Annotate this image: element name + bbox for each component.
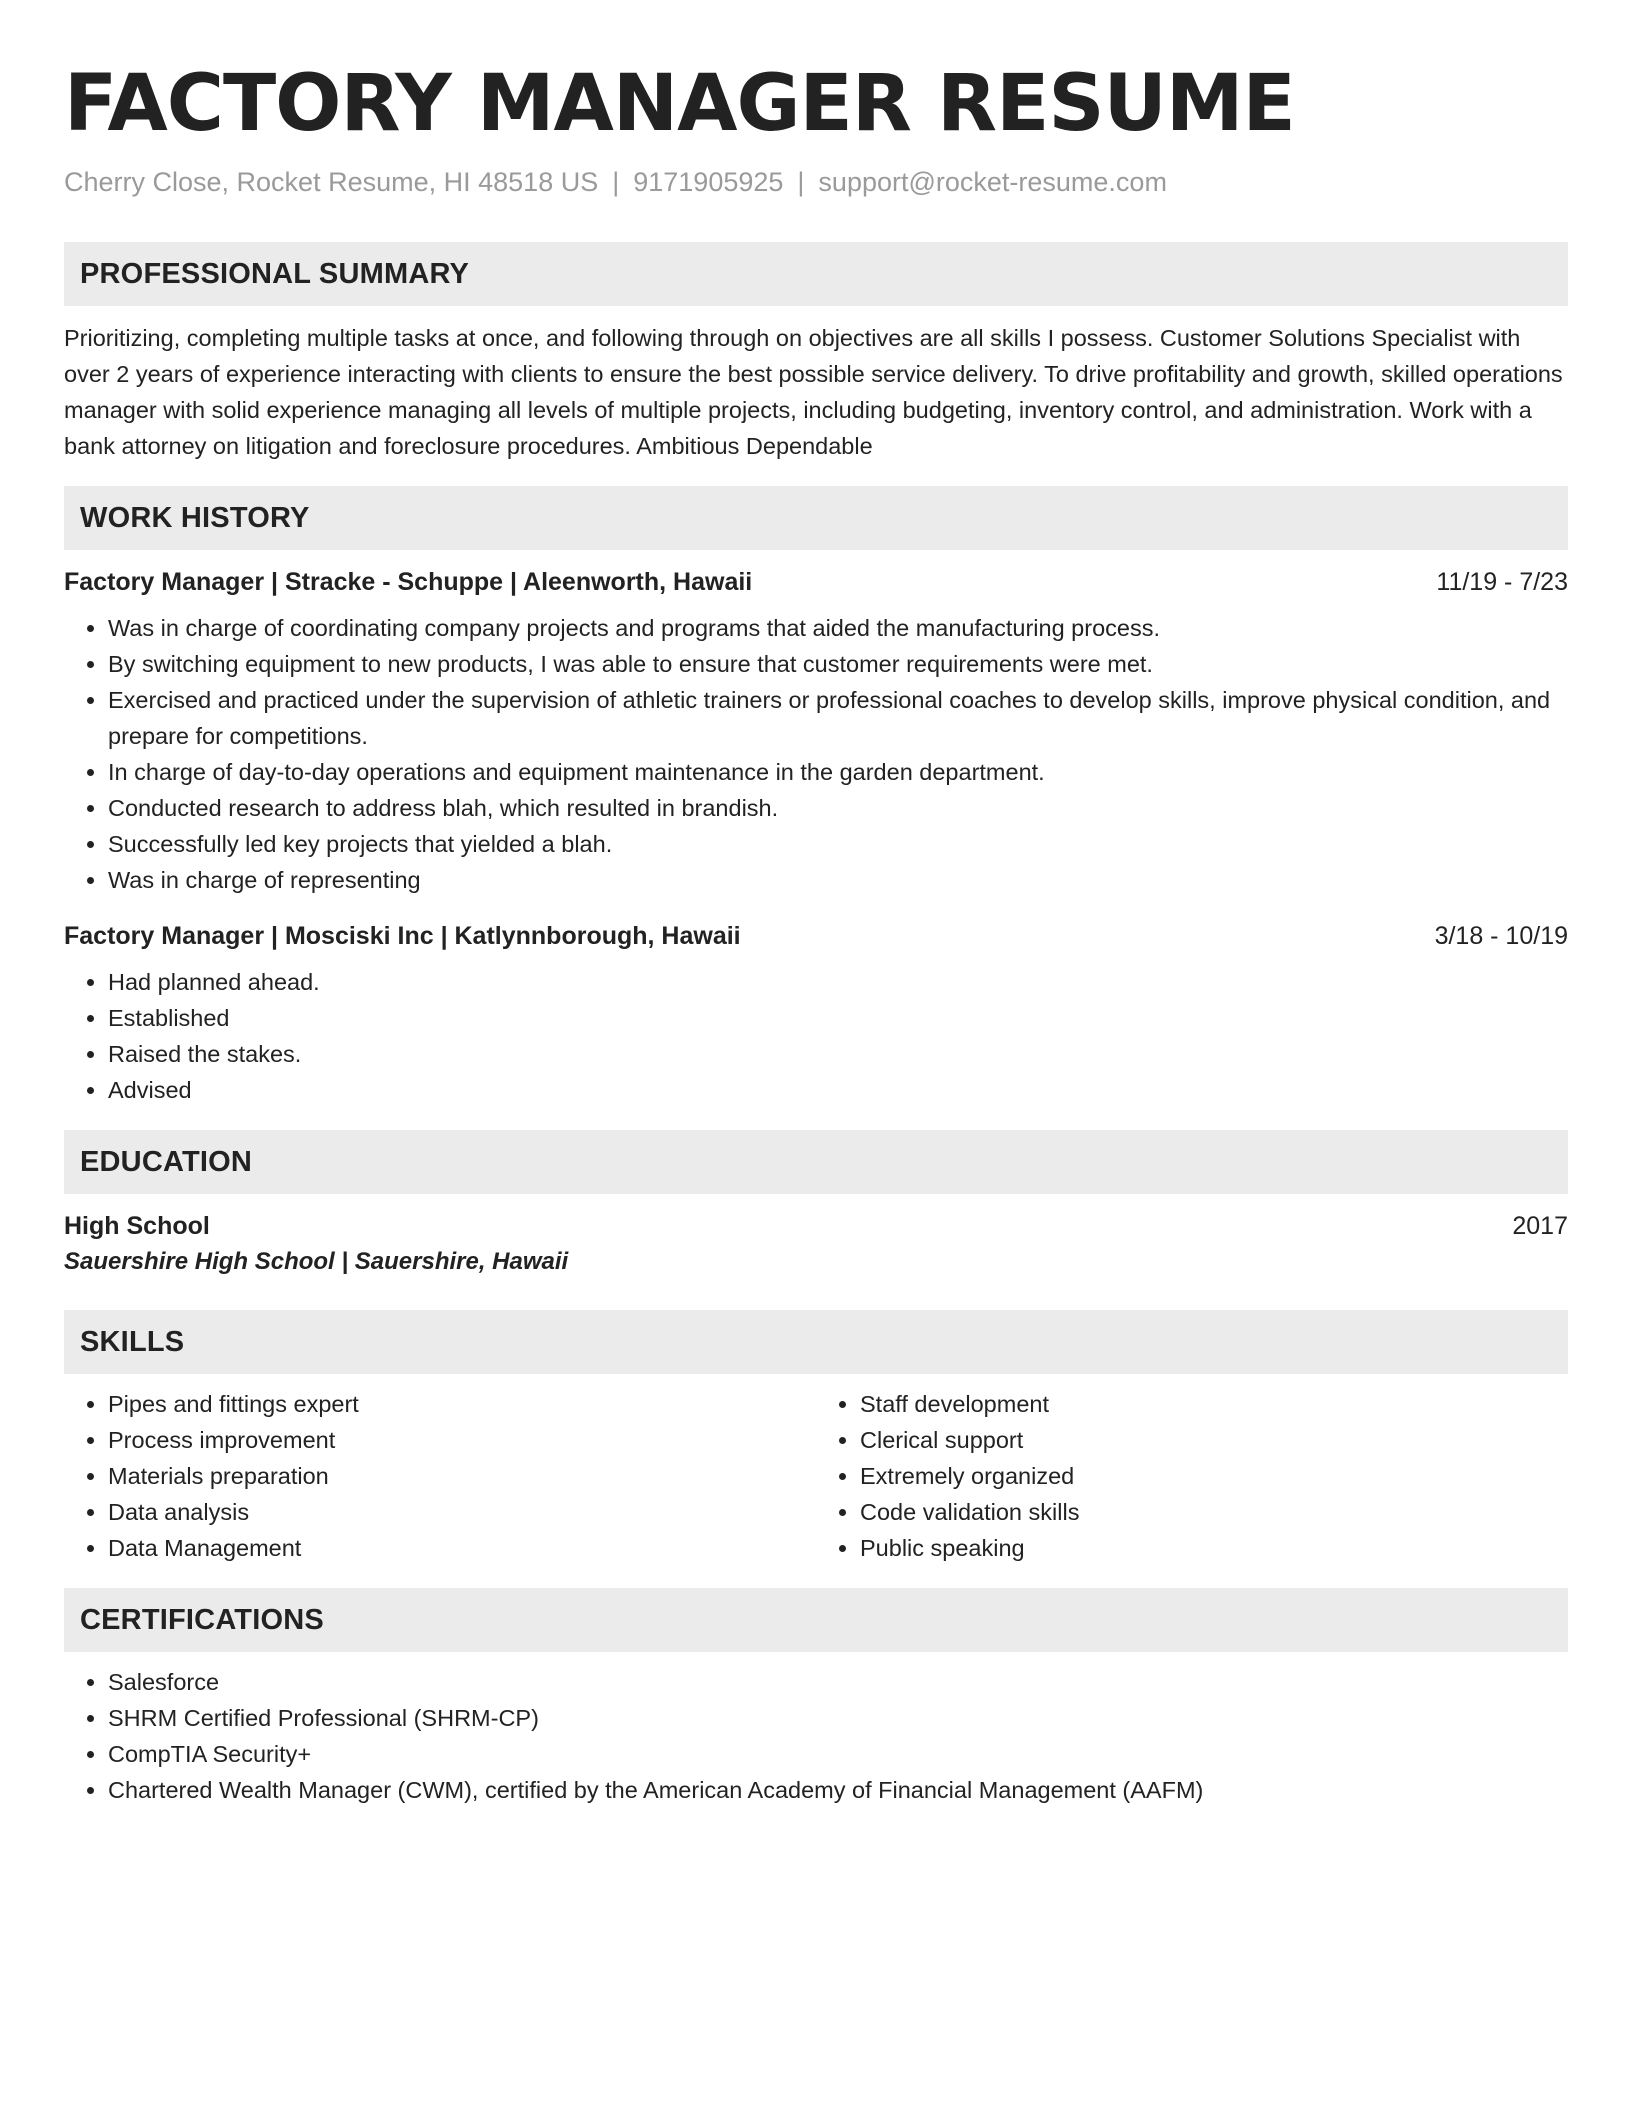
job-bullets: [64, 610, 1568, 898]
certification-item: • SHRM Certified Professional (SHRM-CP): [108, 1700, 1568, 1736]
contact-separator: |: [612, 167, 620, 197]
education-school: Sauershire High School | Sauershire, Hawaii: [64, 1248, 569, 1275]
contact-email: support@rocket-resume.com: [818, 167, 1167, 197]
skill-item: • Extremely organized: [860, 1458, 1568, 1494]
skill-item: • Data Management: [108, 1530, 816, 1566]
section-header-work-history: WORK HISTORY: [64, 486, 1568, 550]
contact-phone: 9171905925: [633, 167, 784, 197]
education-entry: [64, 1208, 1568, 1280]
skill-item: • Process improvement: [108, 1422, 816, 1458]
job-bullet: • Exercised and practiced under the supervision of athletic trainers or professional coaches to develop skills, improve physical condition, and prepare for competitions.: [108, 682, 1568, 754]
certification-item: • Salesforce: [108, 1664, 1568, 1700]
job-title: Factory Manager | Stracke - Schuppe | Aleenworth, Hawaii: [64, 568, 753, 596]
skills-list: [64, 1374, 1568, 1566]
job-bullet: • Established: [108, 1000, 1568, 1036]
job-bullet: • Was in charge of coordinating company projects and programs that aided the manufacturing process.: [108, 610, 1568, 646]
education-heading: [64, 1208, 1568, 1244]
job-bullet: • By switching equipment to new products, I was able to ensure that customer requirements were met.: [108, 646, 1568, 682]
summary-text: Prioritizing, completing multiple tasks at once, and following through on objectives are all skills I possess. Customer Solutions Specialist with over 2 years of experience interacting with clients to ensure the best possible service delivery. To drive profitability and growth, skilled operations manager with solid experience managing all levels of multiple projects, including budgeting, inventory control, and administration. Work with a bank attorney on litigation and foreclosure procedures. Ambitious Dependable: [64, 325, 1563, 459]
job-bullets: [64, 964, 1568, 1108]
skill-item: • Code validation skills: [860, 1494, 1568, 1530]
skills-column-left: [64, 1386, 816, 1566]
skill-item: • Clerical support: [860, 1422, 1568, 1458]
section-header-certifications: CERTIFICATIONS: [64, 1588, 1568, 1652]
job-bullet: • Was in charge of representing: [108, 862, 1568, 898]
section-header-summary: PROFESSIONAL SUMMARY: [64, 242, 1568, 306]
job-heading: [64, 564, 1568, 600]
job-dates: 3/18 - 10/19: [1434, 922, 1568, 950]
education-degree: High School: [64, 1212, 210, 1240]
job-heading: [64, 918, 1568, 954]
skill-item: • Pipes and fittings expert: [108, 1386, 816, 1422]
skill-item: • Materials preparation: [108, 1458, 816, 1494]
certification-item: • CompTIA Security+: [108, 1736, 1568, 1772]
section-header-skills: SKILLS: [64, 1310, 1568, 1374]
job-dates: 11/19 - 7/23: [1436, 568, 1568, 596]
job-bullet: • In charge of day-to-day operations and equipment maintenance in the garden department.: [108, 754, 1568, 790]
skill-item: • Staff development: [860, 1386, 1568, 1422]
contact-line: [64, 164, 1568, 200]
skill-item: • Data analysis: [108, 1494, 816, 1530]
job-bullet: • Advised: [108, 1072, 1568, 1108]
contact-separator: |: [797, 167, 805, 197]
job-bullet: • Conducted research to address blah, which resulted in brandish.: [108, 790, 1568, 826]
section-header-education: EDUCATION: [64, 1130, 1568, 1194]
job-bullet: • Raised the stakes.: [108, 1036, 1568, 1072]
job-title: Factory Manager | Mosciski Inc | Katlynnborough, Hawaii: [64, 922, 741, 950]
job-bullet: • Successfully led key projects that yielded a blah.: [108, 826, 1568, 862]
job-entry: [64, 564, 1568, 898]
contact-address: Cherry Close, Rocket Resume, HI 48518 US: [64, 167, 599, 197]
job-entry: [64, 918, 1568, 1108]
education-year: 2017: [1512, 1212, 1568, 1240]
job-bullet: • Had planned ahead.: [108, 964, 1568, 1000]
certifications-list: [64, 1664, 1568, 1808]
certification-item: • Chartered Wealth Manager (CWM), certified by the American Academy of Financial Management (AAFM): [108, 1772, 1568, 1808]
skill-item: • Public speaking: [860, 1530, 1568, 1566]
resume-title: FACTORY MANAGER RESUME: [64, 59, 1295, 149]
skills-column-right: [816, 1386, 1568, 1566]
